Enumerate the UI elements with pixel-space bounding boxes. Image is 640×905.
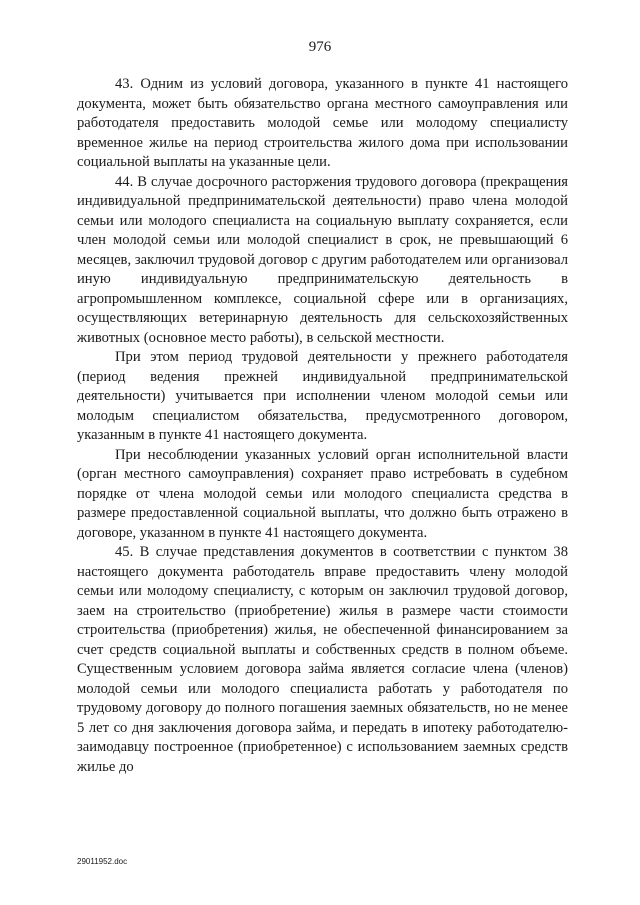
paragraph-44: 44. В случае досрочного расторжения трудового договора (прекращения индивидуальной предпринимательской деятельности) право члена молодой семьи или молодого специалиста на социальную выплату сохраняется, если член молодой семьи или молодой специалист в срок, не превышающий 6 месяцев, заключил трудовой договор с другим работодателем или организовал иную индивидуальную предпринимательскую деятельность в агропромышленном комплексе, социальной сфере или в организациях, осуществляющих ветеринарную деятельность для сельскохозяйственных животных (основное место работы), в сельской местности. — [77, 173, 568, 346]
paragraph-44-non-compliance: При несоблюдении указанных условий орган исполнительной власти (орган местного самоуправления) сохраняет право истребовать в судебном порядке от члена молодой семьи или молодого специалиста средства в размере предоставленной социальной выплаты, что должно быть отражено в договоре, указанном в пункте 41 настоящего документа. — [77, 446, 568, 541]
page-number: 976 — [308, 39, 332, 55]
paragraph-44-previous-employer: При этом период трудовой деятельности у прежнего работодателя (период ведения прежней индивидуальной предпринимательской деятельности) учитывается при исполнении членом молодой семьи или молодым специалистом обязательства, предусмотренного договором, указанным в пункте 41 настоящего документа. — [77, 349, 568, 443]
document-body — [77, 75, 568, 777]
paragraph-45: 45. В случае представления документов в соответствии с пунктом 38 настоящего документа работодатель вправе предоставить члену молодой семьи или молодому специалисту, с которым он заключил трудовой договор, заем на строительство (приобретение) жилья в размере части стоимости строительства (приобретения) жилья, не обеспеченной финансированием за счет средств социальной выплаты и собственных средств в полном объеме. Существенным условием договора займа является согласие члена (членов) молодой семьи или молодого специалиста работать у работодателя по трудовому договору до полного погашения заемных обязательств, но не менее 5 лет со дня заключения договора займа, и передать в ипотеку работодателю-заимодавцу построенное (приобретенное) с использованием заемных средств жилье до — [77, 544, 568, 775]
footer-file-name: 29011952.doc — [77, 857, 128, 866]
paragraph-43: 43. Одним из условий договора, указанного в пункте 41 настоящего документа, может быть обязательство органа местного самоуправления или работодателя предоставить молодой семье или молодому специалисту временное жилье на период строительства жилого дома при использовании социальной выплаты на указанные цели. — [77, 76, 568, 170]
